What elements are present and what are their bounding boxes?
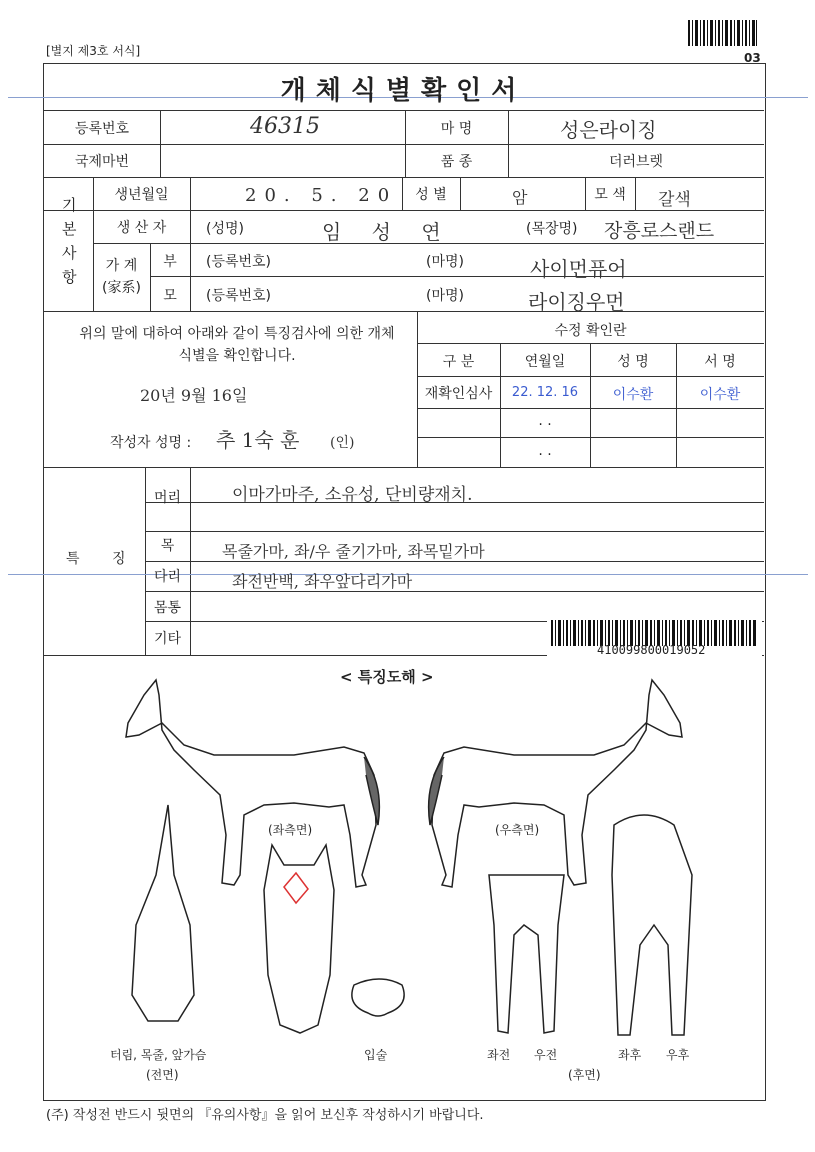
features-section-label: 특 징 bbox=[66, 551, 140, 567]
feature-label-other: 기타 bbox=[153, 631, 182, 647]
producer-label: 생 산 자 bbox=[116, 220, 167, 236]
revision-row-type: 재확인심사 bbox=[424, 386, 493, 402]
horse-diagram bbox=[44, 675, 764, 1095]
feature-label-body: 몸통 bbox=[153, 600, 182, 616]
author-seal: (인) bbox=[330, 435, 355, 451]
revision-header-sign: 서 명 bbox=[704, 354, 736, 370]
revision-row-date: . . bbox=[538, 443, 552, 459]
form-label: [별지 제3호 서식] bbox=[46, 44, 141, 58]
left-side-label: (좌측면) bbox=[268, 823, 313, 837]
revision-header-type: 구 분 bbox=[442, 354, 475, 370]
author-label: 작성자 성명 : bbox=[110, 435, 192, 451]
horse-name-label: 마 명 bbox=[440, 121, 473, 137]
rear-caption: (후면) bbox=[568, 1068, 601, 1082]
muzzle bbox=[352, 979, 404, 1016]
right-side-horse bbox=[432, 680, 682, 887]
author-value: 추 1숙 훈 bbox=[216, 428, 300, 452]
top-barcode bbox=[688, 20, 758, 46]
right-side-label: (우측면) bbox=[495, 823, 540, 837]
page-title: 개체식별확인서 bbox=[280, 76, 527, 106]
color-label: 모 색 bbox=[594, 187, 626, 203]
front-caption: (전면) bbox=[146, 1068, 179, 1082]
revision-title: 수정 확인란 bbox=[554, 323, 627, 339]
sticker-barcode bbox=[547, 612, 762, 660]
horse-name-value: 성은라이징 bbox=[560, 118, 657, 142]
farm-value: 장흥로스랜드 bbox=[604, 220, 715, 242]
sire-regno-label: (등록번호) bbox=[206, 254, 272, 270]
revision-row-name: 이수환 bbox=[612, 387, 654, 403]
feature-value-legs: 좌전반백, 좌우앞다리가마 bbox=[232, 572, 413, 591]
reg-no-label: 등록번호 bbox=[74, 121, 130, 137]
sire-name-label: (마명) bbox=[426, 254, 464, 270]
intl-no-label: 국제마번 bbox=[74, 154, 130, 170]
front-chest bbox=[132, 805, 194, 1021]
producer-name-value: 임 성 연 bbox=[322, 220, 453, 244]
revision-header-date: 연월일 bbox=[524, 354, 566, 370]
breed-value: 더러브렛 bbox=[608, 154, 664, 170]
left-side-horse bbox=[126, 680, 376, 887]
dam-name-label: (마명) bbox=[426, 288, 464, 304]
muzzle-label: 입술 bbox=[364, 1048, 388, 1062]
revision-row-sign: 이수환 bbox=[699, 387, 741, 403]
revision-row-date: . . bbox=[538, 413, 552, 429]
birth-value: 20. 5. 20 bbox=[245, 185, 398, 206]
birth-label: 생년월일 bbox=[114, 187, 169, 203]
feature-label-neck: 목 bbox=[160, 538, 175, 554]
front-label: 터림, 목줄, 앞가슴 bbox=[110, 1048, 207, 1062]
diagram-title: < 특징도해 > bbox=[340, 668, 434, 686]
farm-label: (목장명) bbox=[526, 221, 578, 237]
confirm-statement: 위의 말에 대하여 아래와 같이 특징검사에 의한 개체식별을 확인합니다. bbox=[79, 326, 395, 364]
basic-section-label: 기본사항 bbox=[62, 196, 77, 286]
sex-value: 암 bbox=[512, 188, 528, 207]
dam-value: 라이징우먼 bbox=[528, 290, 625, 314]
pedigree-label: 가 계 bbox=[105, 258, 138, 274]
dam-regno-label: (등록번호) bbox=[206, 288, 272, 304]
hl-label: 좌후 bbox=[618, 1048, 642, 1062]
dam-label: 모 bbox=[163, 288, 177, 304]
feature-label-head: 머리 bbox=[153, 490, 182, 506]
revision-header-name: 성 명 bbox=[617, 354, 649, 370]
feature-label-legs: 다리 bbox=[153, 569, 182, 585]
sex-label: 성 별 bbox=[415, 187, 447, 203]
revision-row-date: 22. 12. 16 bbox=[511, 385, 579, 400]
sire-label: 부 bbox=[163, 254, 177, 270]
barcode-number: 410099800019052 bbox=[597, 643, 706, 657]
feature-value-head: 이마가마주, 소유성, 단비량재치. bbox=[232, 485, 473, 505]
fl-label: 좌전 bbox=[487, 1048, 511, 1062]
feature-value-neck: 목줄가마, 좌/우 줄기가마, 좌목밑가마 bbox=[222, 542, 485, 561]
reg-no-value: 46315 bbox=[250, 114, 320, 139]
front-legs bbox=[489, 875, 564, 1033]
front-head bbox=[264, 845, 334, 1033]
color-value: 갈색 bbox=[658, 190, 691, 210]
pedigree-hanja: (家系) bbox=[102, 280, 141, 296]
sire-value: 사이먼퓨어 bbox=[530, 257, 627, 281]
fr-label: 우전 bbox=[534, 1048, 558, 1062]
producer-name-label: (성명) bbox=[206, 221, 244, 237]
hr-label: 우후 bbox=[666, 1048, 690, 1062]
page-code: 03 bbox=[744, 51, 761, 65]
breed-label: 품 종 bbox=[440, 154, 473, 170]
rear-view bbox=[612, 815, 692, 1035]
footer-note: (주) 작성전 반드시 뒷면의 『유의사항』을 읽어 보신후 작성하시기 바랍니다. bbox=[46, 1108, 484, 1123]
confirm-date: 20년 9월 16일 bbox=[140, 386, 248, 405]
